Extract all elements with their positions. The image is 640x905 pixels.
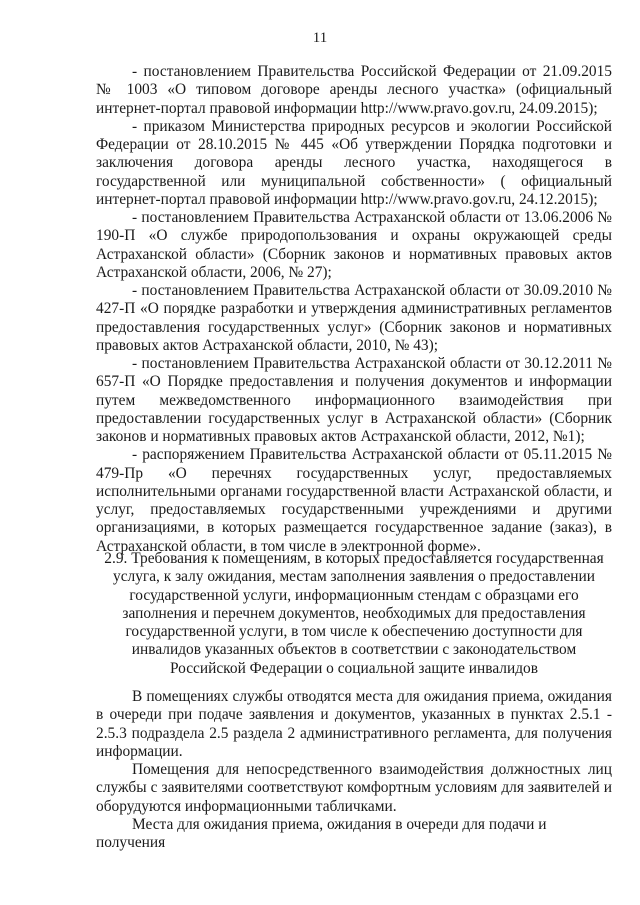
list-item: - приказом Министерства природных ресурсов и экологии Российской Федерации от 28.10.2015 № 445 «Об утверждении Порядка подготовки и заключения договора аренды лесного участка, находящегося в государственной или муниципальной собственности» ( официальный интернет-портал правовой информации http://www.pravo.gov.ru, 24.12.2015); — [96, 117, 612, 208]
list-item: - постановлением Правительства Российской Федерации от 21.09.2015 № 1003 «О типовом договоре аренды лесного участка» (официальный интернет-портал правовой информации http://www.pravo.gov.ru, 24.09.2015); — [96, 63, 612, 117]
section-body — [96, 688, 612, 852]
page-number: 11 — [312, 30, 328, 46]
legal-basis-list — [96, 63, 612, 556]
paragraph: Помещения для непосредственного взаимодействия должностных лиц службы с заявителями соответствуют комфортным условиям для заявителей и оборудуются информационными табличками. — [96, 761, 612, 815]
list-item: - постановлением Правительства Астраханской области от 30.12.2011 № 657-П «О Порядке предоставления и получения документов и информации путем межведомственного информационного взаимодействия при предоставлении государственных услуг в Астраханской области» (Сборник законов и нормативных правовых актов Астраханской области, 2012, №1); — [96, 355, 612, 445]
paragraph: В помещениях службы отводятся места для ожидания приема, ожидания в очереди при подаче заявления и документов, указанных в пунктах 2.5.1 - 2.5.3 подраздела 2.5 раздела 2 административного регламента, для получения информации. — [96, 688, 612, 760]
section-heading: 2.9. Требования к помещениям, в которых предоставляется государственная услуга, к залу ожидания, местам заполнения заявления о предоставлении государственной услуги, информационным стендам с образцами его заполнения и перечнем документов, необходимых для предоставления государственной услуги, в том числе к обеспечению доступности для инвалидов указанных объектов в соответствии с законодательством Российской Федерации о социальной защите инвалидов — [104, 550, 604, 677]
paragraph: Места для ожидания приема, ожидания в очереди для подачи и получения — [96, 815, 547, 851]
list-item: - постановлением Правительства Астраханской области от 13.06.2006 № 190-П «О службе природопользования и охраны окружающей среды Астраханской области» (Сборник законов и нормативных правовых актов Астраханской области, 2006, № 27); — [96, 209, 612, 281]
list-item: - постановлением Правительства Астраханской области от 30.09.2010 № 427-П «О порядке разработки и утверждения административных регламентов предоставления государственных услуг» (Сборник законов и нормативных правовых актов Астраханской области, 2010, № 43); — [96, 282, 612, 354]
list-item: - распоряжением Правительства Астраханской области от 05.11.2015 № 479-Пр «О перечнях государственных услуг, предоставляемых исполнительными органами государственной власти Астраханской области, и услуг, предоставляемых государственными учреждениями и другими организациями, в которых размещается государственное задание (заказ), в Астраханской области, в том числе в электронной форме». — [96, 446, 612, 555]
